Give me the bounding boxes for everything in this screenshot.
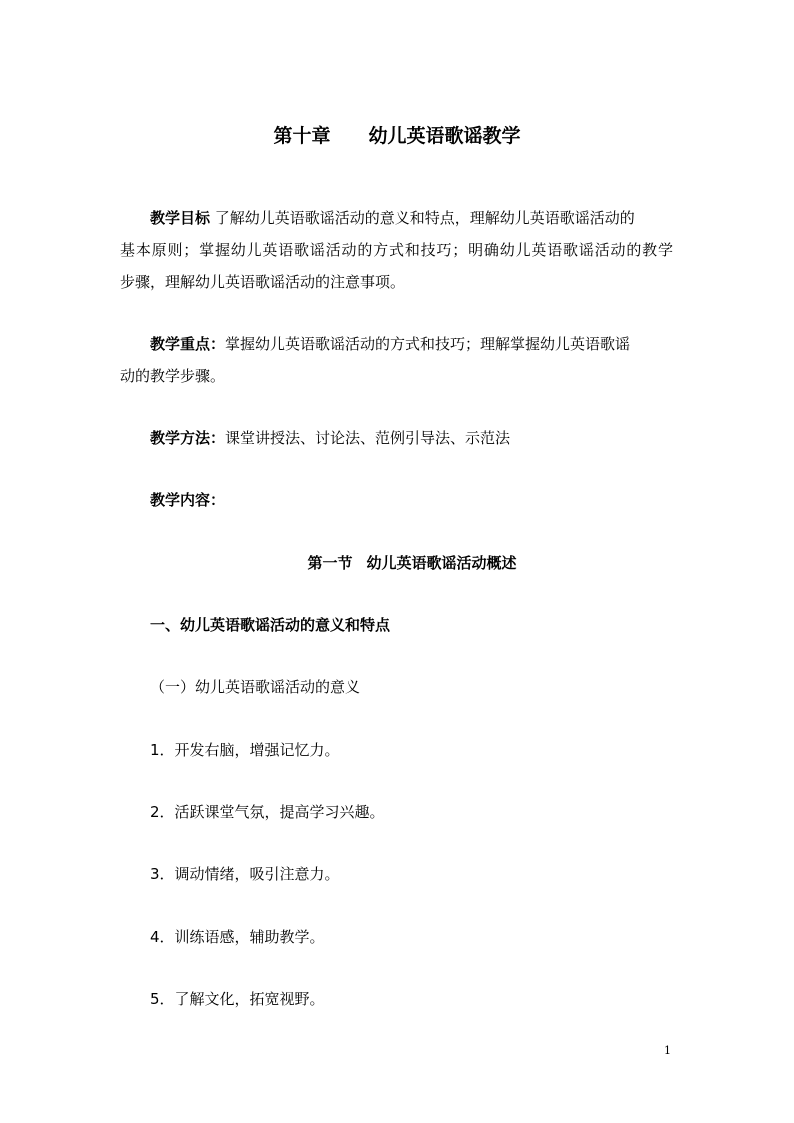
chapter-name: 幼儿英语歌谣教学	[368, 125, 521, 147]
objectives-line-2: 基本原则；掌握幼儿英语歌谣活动的方式和技巧；明确幼儿英语歌谣活动的教学	[120, 241, 673, 259]
objectives-line-3: 步骤，理解幼儿英语歌谣活动的注意事项。	[120, 273, 406, 291]
section-name: 幼儿英语歌谣活动概述	[366, 554, 517, 572]
objectives-label: 教学目标	[150, 209, 211, 227]
list-item: 4．训练语感，辅助教学。	[150, 928, 325, 946]
list-item: 3．调动情绪，吸引注意力。	[150, 865, 340, 883]
list-item: 1．开发右脑，增强记忆力。	[150, 741, 340, 759]
keypoints-text-1: 掌握幼儿英语歌谣活动的方式和技巧；理解掌握幼儿英语歌谣	[225, 335, 631, 353]
keypoints-line-1	[150, 334, 630, 354]
page-number: 1	[664, 1044, 671, 1057]
subsection-heading: 一、幼儿英语歌谣活动的意义和特点	[150, 616, 391, 634]
list-item: 2．活跃课堂气氛，提高学习兴趣。	[150, 803, 385, 821]
objectives-text-1: 了解幼儿英语歌谣活动的意义和特点，理解幼儿英语歌谣活动的	[214, 209, 635, 227]
list-item: 5．了解文化，拓宽视野。	[150, 990, 325, 1008]
keypoints-label: 教学重点：	[150, 335, 226, 353]
methods-text: 课堂讲授法、讨论法、范例引导法、示范法	[225, 429, 511, 447]
subsubsection-heading: （一）幼儿英语歌谣活动的意义	[150, 678, 361, 696]
content-label: 教学内容：	[150, 491, 226, 509]
keypoints-line-2: 动的教学步骤。	[120, 367, 226, 385]
methods-label: 教学方法：	[150, 429, 226, 447]
chapter-number: 第十章	[273, 125, 331, 147]
methods-line	[150, 428, 510, 448]
objectives-line-1	[150, 208, 635, 228]
section-heading	[0, 553, 794, 573]
section-number: 第一节	[307, 554, 353, 572]
chapter-title	[0, 124, 794, 148]
